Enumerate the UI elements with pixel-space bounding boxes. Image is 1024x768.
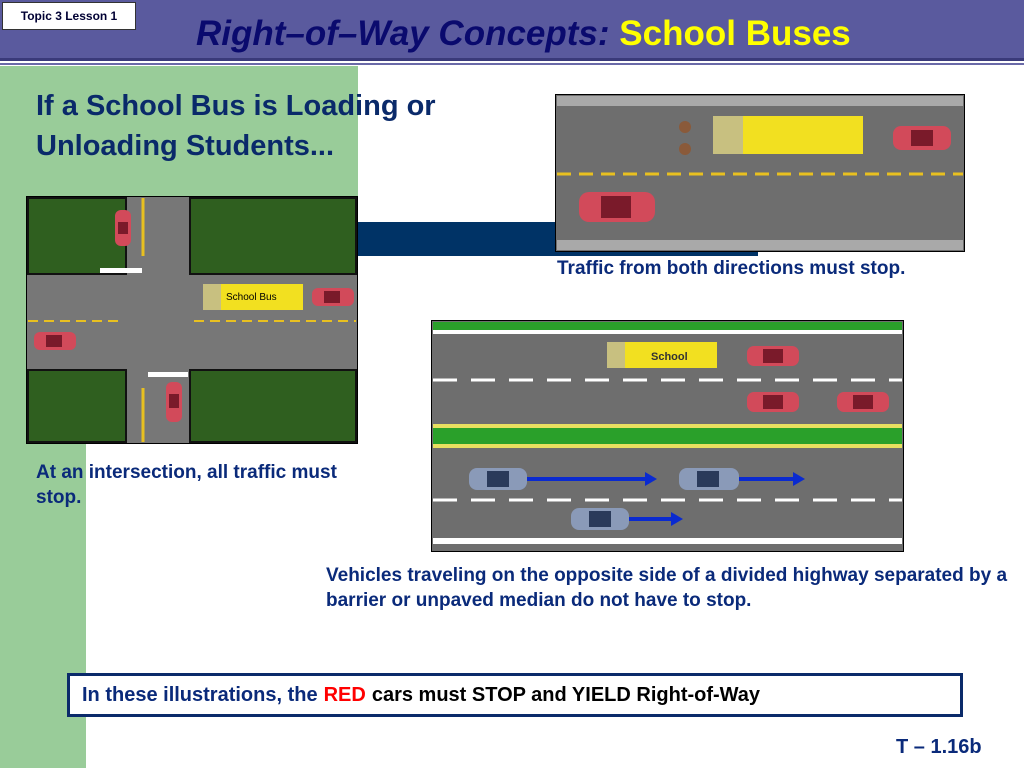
title-highlight: School Buses: [619, 14, 851, 53]
red-car: [747, 346, 799, 366]
slide-heading: If a School Bus is Loading or Unloading Students...: [36, 90, 436, 162]
note-text-before: In these illustrations, the: [82, 683, 318, 706]
stop-yield-note: [67, 673, 963, 717]
header-rule-thin: [0, 63, 1024, 65]
caption-intersection: At an intersection, all traffic must stop.: [36, 462, 337, 508]
header-rule: [0, 58, 1024, 61]
bus-label: School: [651, 351, 688, 363]
divided-highway-illustration: [431, 320, 904, 552]
note-text-after: cars must STOP and YIELD Right-of-Way: [371, 683, 761, 706]
blue-car: [469, 468, 527, 490]
note-red-word: RED: [323, 683, 366, 706]
lesson-tag: Topic 3 Lesson 1: [2, 2, 136, 30]
blue-car: [679, 468, 739, 490]
caption-two-way: Traffic from both directions must stop.: [557, 258, 906, 279]
red-car: [312, 288, 354, 306]
red-car: [893, 126, 951, 150]
blue-car: [571, 508, 629, 530]
pedestrian: [679, 121, 691, 133]
bus-label: School Bus: [226, 292, 277, 303]
red-car: [579, 192, 655, 222]
red-car: [34, 332, 76, 350]
two-way-road-illustration: [555, 94, 965, 252]
slide-number: T – 1.16b: [896, 736, 982, 758]
caption-divided-highway: Vehicles traveling on the opposite side of a divided highway separated by a barrier or unpaved median do not have to stop.: [326, 565, 1008, 611]
red-car: [747, 392, 799, 412]
red-car: [166, 382, 182, 422]
slide-title: [196, 14, 851, 54]
red-car: [837, 392, 889, 412]
title-main: Right–of–Way Concepts:: [196, 14, 610, 53]
intersection-illustration: [26, 196, 358, 444]
school-bus: [713, 116, 863, 154]
red-car: [115, 210, 131, 246]
pedestrian: [679, 143, 691, 155]
